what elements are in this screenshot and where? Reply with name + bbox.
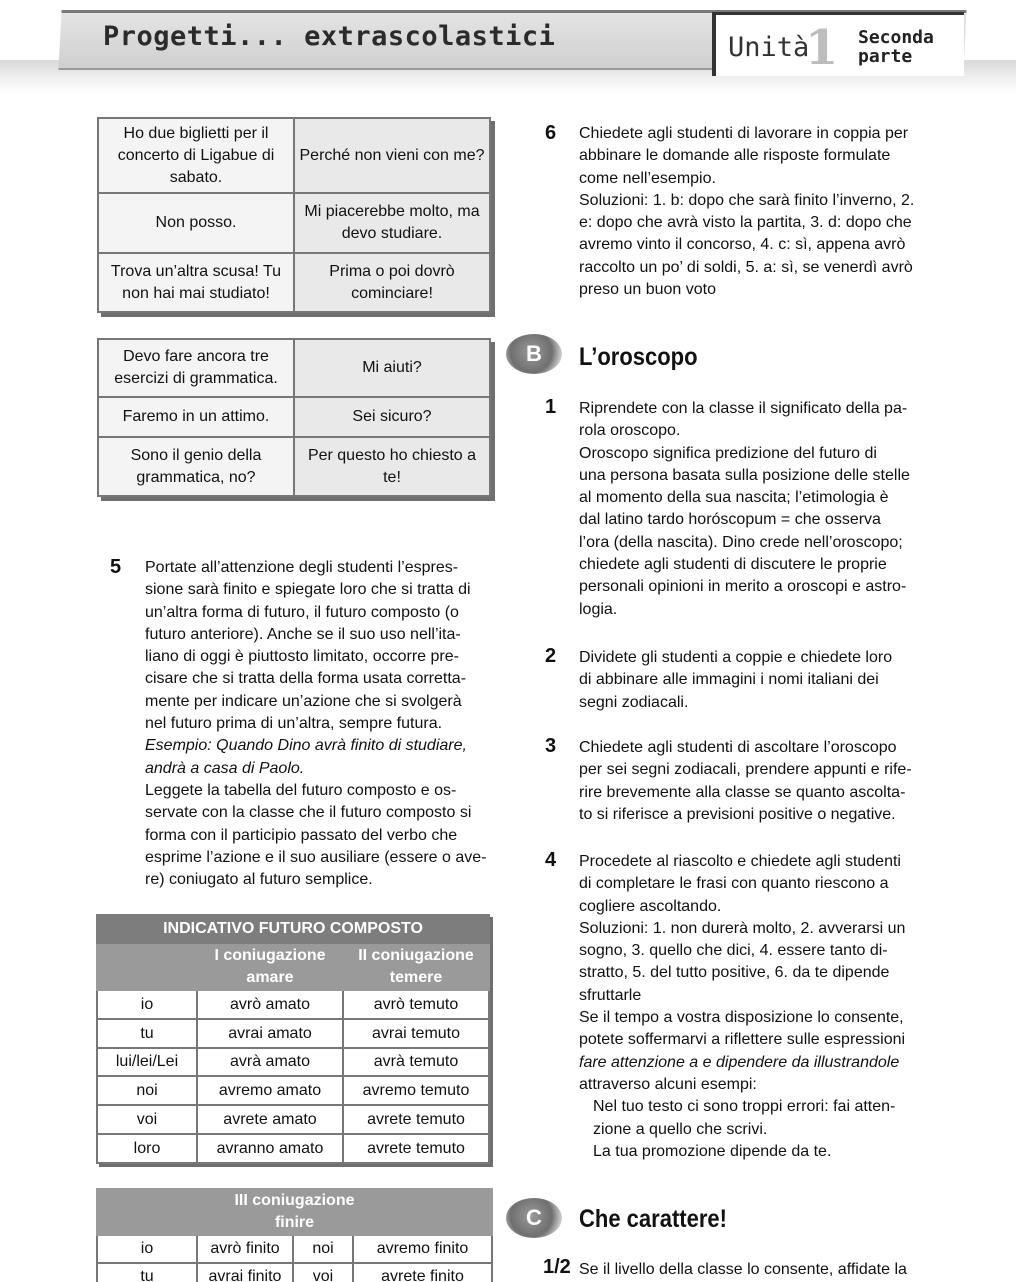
section-c-title: Che carattere! [579,1205,727,1233]
part-label [858,28,958,66]
table-cell: Non posso. [98,193,294,253]
text-line: Soluzioni: 1. non durerà molto, 2. avverarsi un [579,919,906,937]
text-line: Leggete la tabella del futuro composto e os- [145,781,457,799]
text-line: come nell’esempio. [579,169,716,187]
table-cell: io [97,990,197,1019]
table-row [97,1134,489,1163]
part-label-line1: Seconda [858,27,934,48]
text-line: sogno, 3. quello che dici, 4. essere tanto di- [579,942,888,960]
text-line: cogliere ascoltando. [579,897,722,915]
text-line: Chiedete agli studenti di lavorare in coppia per [579,125,909,142]
text-line: fare attenzione a e dipendere da illustrandole [579,1053,900,1071]
text-line: Oroscopo significa predizione del futuro di [579,444,877,462]
table-cell: avrai finito [197,1263,293,1282]
section-b-badge: B [506,334,562,374]
item-b1-number: 1 [545,396,557,418]
item-b2-number: 2 [545,645,557,667]
text-line: di completare le frasi con quanto riescono a [579,875,889,893]
text-line: Chiedete agli studenti di ascoltare l’oroscopo [579,739,897,756]
text-line: al momento della sua nascita; l’etimologia è [579,489,889,507]
section-b-title: L’oroscopo [579,343,698,371]
text-line: abbinare le domande alle risposte formulate [579,147,891,165]
table-cell: noi [293,1235,353,1263]
table-row [97,1235,492,1263]
table-row [97,1076,489,1105]
item-6-text [579,123,924,301]
dialogue-table-1 [97,117,491,313]
table-row [97,1105,489,1134]
table-cell: loro [97,1134,197,1163]
text-line: attraverso alcuni esempi: [579,1075,757,1093]
text-line: l’ora (della nascita). Dino crede nell’oroscopo; [579,533,903,551]
table-header-cell [343,943,489,990]
chapter-title: Progetti... extrascolastici [103,21,556,52]
item-b3-number: 3 [545,735,557,757]
column-heading: III coniugazione [234,1192,355,1209]
text-line: mente per indicare un’azione che si svolgerà [145,692,462,710]
text-line: dal latino tardo horóscopum = che osserva [579,511,881,529]
table-cell: avrò temuto [343,990,489,1019]
text-line: sfruttarle [579,986,642,1004]
text-line: cisare che si tratta della forma usata corretta- [145,670,467,688]
table-header-row [97,1189,492,1235]
unit-number: 1 [805,20,839,76]
item-c12-text [579,1259,924,1281]
table-cell: avranno amato [197,1134,343,1163]
text-line: per sei segni zodiacali, prendere appunti e rife- [579,761,912,779]
example-line: Nel tuo testo ci sono troppi errori: fai atten- [593,1098,896,1116]
table-cell: Sei sicuro? [294,397,490,437]
text-line: di abbinare alle immagini i nomi italiani dei [579,671,879,689]
table-row [97,1048,489,1076]
table-cell: tu [97,1263,197,1282]
table-cell: avrò finito [197,1235,293,1263]
text-line: personali opinioni in merito a oroscopi e astro- [579,578,907,596]
table-cell: avrai temuto [343,1019,489,1048]
text-line: nel futuro prima di un’altra, sempre futura. [145,715,443,733]
text-line: chiedete agli studenti di discutere le proprie [579,556,887,574]
text-line: Soluzioni: 1. b: dopo che sarà finito l’inverno, 2. [579,191,915,209]
text-line: logia. [579,600,618,618]
text-line: stratto, 5. del tutto positive, 6. da te dipende [579,964,890,982]
table-cell: Trova un’altra scusa! Tu non hai mai studiato! [98,253,294,312]
text-line: Portate all’attenzione degli studenti l’espres- [145,559,459,576]
item-c12-number: 1/2 [543,1256,571,1278]
column-verb: amare [246,968,294,986]
future-perfect-table [96,914,490,1164]
item-6-number: 6 [545,122,557,144]
text-line: Se il livello della classe lo consente, affidate la [579,1261,907,1278]
item-5-number: 5 [110,556,122,578]
table-cell: Mi piacerebbe molto, ma devo studiare. [294,193,490,253]
table-cell: noi [97,1076,197,1105]
text-line: una persona basata sulla posizione delle stelle [579,466,910,484]
unit-label: Unità [728,32,810,63]
table-row [97,1263,492,1282]
item-b1-text [579,398,924,621]
text-line: Riprendete con la classe il significato della pa- [579,400,908,417]
table-cell: Prima o poi dovrò cominciare! [294,253,490,312]
text-line: raccolto un po’ di soldi, 5. a: sì, se venerdì avrò [579,258,913,276]
text-line: esprime l’azione e il suo ausiliare (essere o ave- [145,848,487,866]
example-line: andrà a casa di Paolo. [145,759,305,777]
text-line: Procedete al riascolto e chiedete agli studenti [579,853,901,870]
table-cell: avremo amato [197,1076,343,1105]
example-line: zione a quello che scrivi. [593,1120,768,1138]
example-line: La tua promozione dipende da te. [593,1142,832,1160]
table-cell: avrà amato [197,1048,343,1076]
column-verb: temere [389,968,443,986]
table-cell: Ho due biglietti per il concerto di Ligabue di sabato. [98,118,294,193]
future-perfect-table-third [96,1188,493,1282]
table-cell: avrò amato [197,990,343,1019]
table-cell: avrete temuto [343,1105,489,1134]
text-line: Se il tempo a vostra disposizione lo consente, [579,1009,904,1027]
table-cell: avrete finito [353,1263,492,1282]
column-heading: II coniugazione [358,946,474,964]
table-title: INDICATIVO FUTURO COMPOSTO [97,915,489,943]
table-cell: lui/lei/Lei [97,1048,197,1076]
table-cell: io [97,1235,197,1263]
text-line: avremo vinto il concorso, 4. c: sì, appena avrò [579,236,906,254]
table-title-row [97,915,489,943]
item-5-text [145,557,491,891]
table-cell: Per questo ho chiesto a te! [294,437,490,496]
table-row [98,193,490,253]
text-line: segni zodiacali. [579,693,689,711]
table-row [98,339,490,397]
text-line: rire brevemente alla classe se quanto ascolta- [579,783,906,801]
text-line: e: dopo che avrà visto la partita, 3. d: dopo che [579,214,912,232]
item-b4-number: 4 [545,849,557,871]
table-cell: voi [293,1263,353,1282]
table-cell: tu [97,1019,197,1048]
table-cell: avremo finito [353,1235,492,1263]
text-line: liano di oggi è piuttosto limitato, occorre pre- [145,648,459,666]
table-row [97,990,489,1019]
text-line: servate con la classe che il futuro composto si [145,804,472,822]
page-header [0,0,1016,100]
table-cell: Devo fare ancora tre esercizi di grammatica. [98,339,294,397]
table-row [97,1019,489,1048]
table-cell: avrà temuto [343,1048,489,1076]
table-cell: avrete temuto [343,1134,489,1163]
table-row [98,118,490,193]
text-line: sione sarà finito e spiegate loro che si tratta di [145,581,471,599]
table-cell: voi [97,1105,197,1134]
text-line: rola oroscopo. [579,422,681,440]
table-cell: Mi aiuti? [294,339,490,397]
text-line: forma con il participio passato del verbo che [145,826,458,844]
text-line: Dividete gli studenti a coppie e chiedete loro [579,649,893,666]
part-label-line2: parte [858,46,913,67]
example-line: Esempio: Quando Dino avrà finito di studiare, [145,737,467,755]
table-header-cell [197,943,343,990]
table-cell: Faremo in un attimo. [98,397,294,437]
table-cell: Perché non vieni con me? [294,118,490,193]
text-line: potete soffermarvi a riflettere sulle espressioni [579,1031,906,1049]
table-row [98,253,490,312]
text-line: futuro anteriore). Anche se il suo uso nell’ita- [145,625,461,643]
table-header-cell [97,1189,492,1235]
table-cell: avrai amato [197,1019,343,1048]
table-header-row [97,943,489,990]
table-header-empty [97,943,197,990]
table-cell: Sono il genio della grammatica, no? [98,437,294,496]
text-line: un’altra forma di futuro, il futuro composto (o [145,603,459,621]
text-line: to si riferisce a previsioni positive o negative. [579,805,896,823]
item-b3-text [579,737,924,826]
table-cell: avremo temuto [343,1076,489,1105]
text-line: re) coniugato al futuro semplice. [145,871,373,889]
item-b2-text [579,647,924,714]
table-cell: avrete amato [197,1105,343,1134]
table-row [98,397,490,437]
table-row [98,437,490,496]
item-b4-text [579,851,924,1163]
section-c-badge: C [506,1198,562,1238]
text-line: preso un buon voto [579,281,716,299]
dialogue-table-2 [97,338,491,497]
column-verb: finire [274,1214,315,1231]
column-heading: I coniugazione [214,946,326,964]
